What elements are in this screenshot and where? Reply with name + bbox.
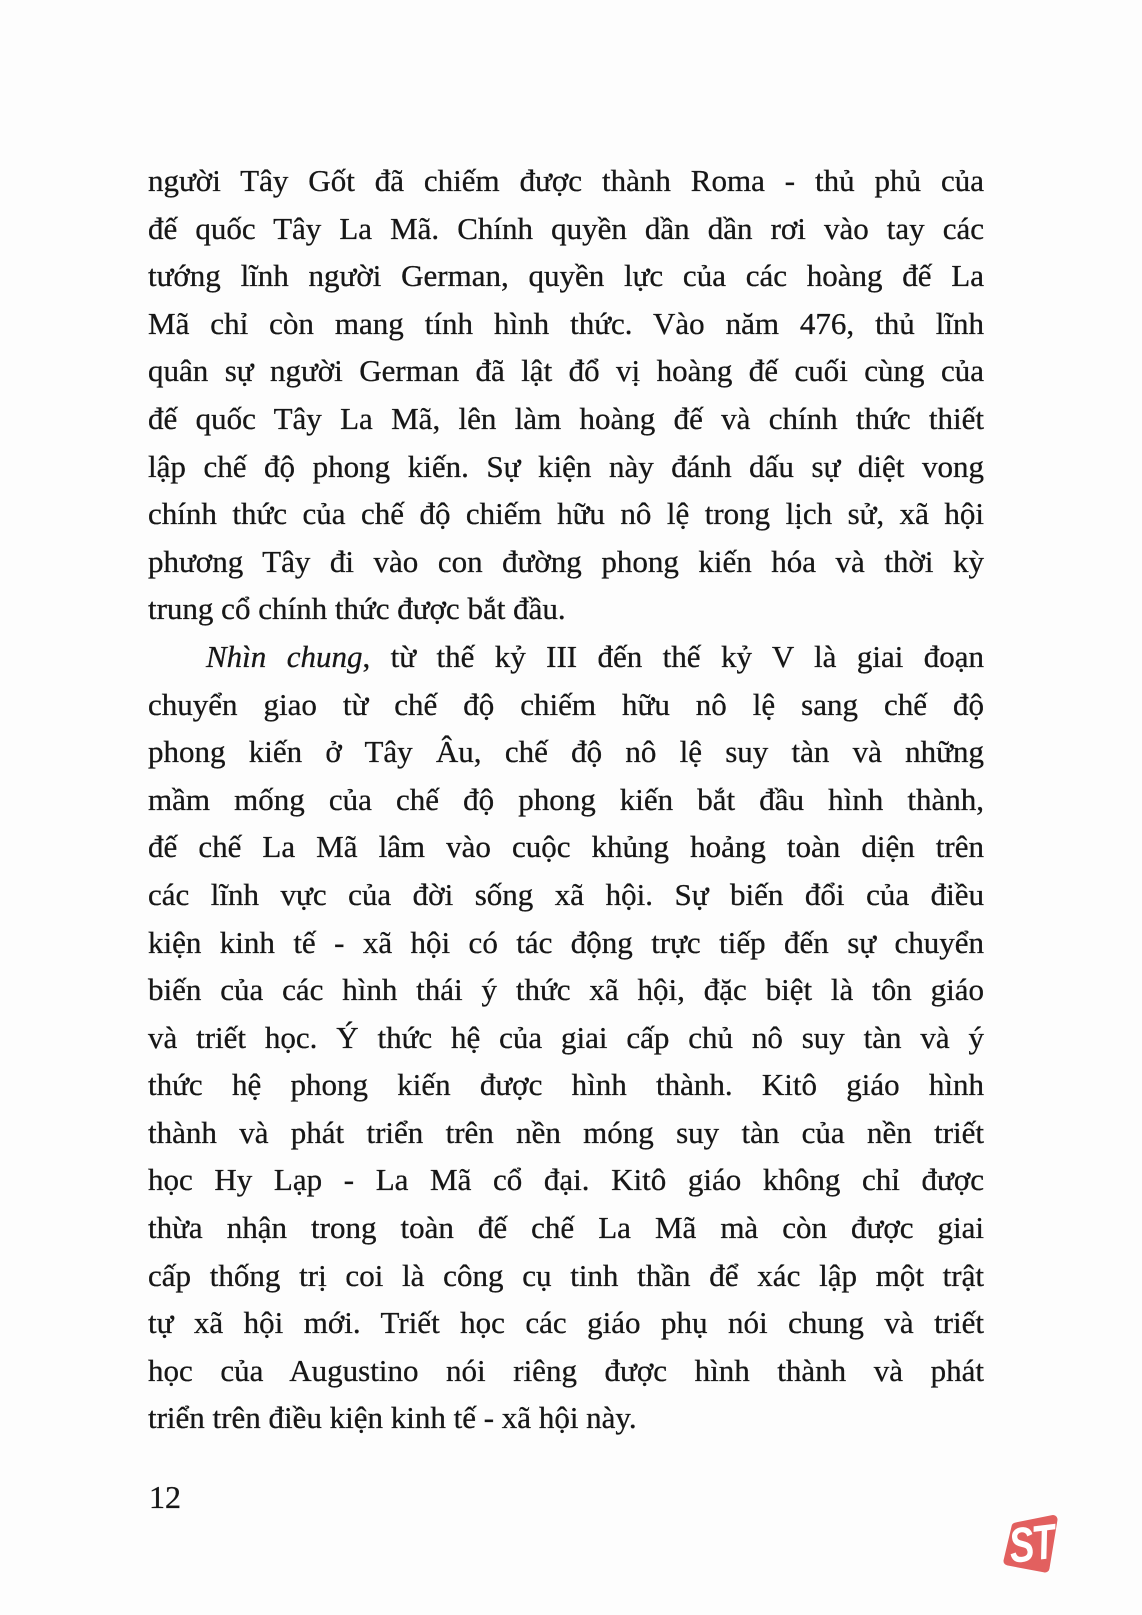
text-line: tự xã hội mới. Triết học các giáo phụ nói chung và triết <box>148 1305 984 1341</box>
page-number: 12 <box>149 1479 181 1515</box>
text-line: đế quốc Tây La Mã, lên làm hoàng đế và chính thức thiết <box>148 400 984 436</box>
text-line-rest: , từ thế kỷ III đến thế kỷ V là giai đoạn <box>362 638 984 674</box>
text-line: chính thức của chế độ chiếm hữu nô lệ trong lịch sử, xã hội <box>148 496 984 532</box>
st-logo-icon <box>1000 1514 1062 1578</box>
text-line: quân sự người German đã lật đổ vị hoàng đế cuối cùng của <box>148 353 984 389</box>
text-line: học Hy Lạp - La Mã cổ đại. Kitô giáo không chỉ được <box>148 1162 984 1198</box>
text-line: kiện kinh tế - xã hội có tác động trực tiếp đến sự chuyển <box>148 924 984 960</box>
text-line: triển trên điều kiện kinh tế - xã hội này. <box>148 1400 637 1436</box>
text-line: thành và phát triển trên nền móng suy tàn của nền triết <box>148 1114 984 1150</box>
text-line: phương Tây đi vào con đường phong kiến hóa và thời kỳ <box>148 543 984 579</box>
text-line: người Tây Gốt đã chiếm được thành Roma - thủ phủ của <box>148 163 984 198</box>
text-line: đế chế La Mã lâm vào cuộc khủng hoảng toàn diện trên <box>148 829 984 865</box>
text-line: đế quốc Tây La Mã. Chính quyền dần dần rơi vào tay các <box>148 210 984 246</box>
publisher-logo <box>1000 1514 1062 1578</box>
text-line: phong kiến ở Tây Âu, chế độ nô lệ suy tàn và những <box>148 734 984 770</box>
text-line: cấp thống trị coi là công cụ tinh thần để xác lập một trật <box>148 1257 984 1293</box>
text-line: biến của các hình thái ý thức xã hội, đặc biệt là tôn giáo <box>148 972 984 1008</box>
text-line: trung cổ chính thức được bắt đầu. <box>148 591 566 627</box>
text-line: các lĩnh vực của đời sống xã hội. Sự biến đổi của điều <box>148 876 984 912</box>
text-line: thừa nhận trong toàn đế chế La Mã mà còn được giai <box>148 1210 984 1246</box>
text-line: lập chế độ phong kiến. Sự kiện này đánh dấu sự diệt vong <box>148 448 984 484</box>
text-line: thức hệ phong kiến được hình thành. Kitô giáo hình <box>148 1067 984 1103</box>
text-line: Mã chỉ còn mang tính hình thức. Vào năm 476, thủ lĩnh <box>148 305 984 341</box>
st-logo-text: ST <box>1006 1515 1057 1575</box>
text-line <box>148 633 984 681</box>
text-line: học của Augustino nói riêng được hình thành và phát <box>148 1352 984 1388</box>
text-line: chuyển giao từ chế độ chiếm hữu nô lệ sang chế độ <box>148 686 984 722</box>
text-line: mầm mống của chế độ phong kiến bắt đầu hình thành, <box>148 781 984 817</box>
text-block <box>148 157 984 1442</box>
italic-lead-in: Nhìn chung <box>206 638 363 674</box>
text-line: và triết học. Ý thức hệ của giai cấp chủ nô suy tàn và ý <box>148 1019 984 1055</box>
text-line: tướng lĩnh người German, quyền lực của các hoàng đế La <box>148 258 984 294</box>
